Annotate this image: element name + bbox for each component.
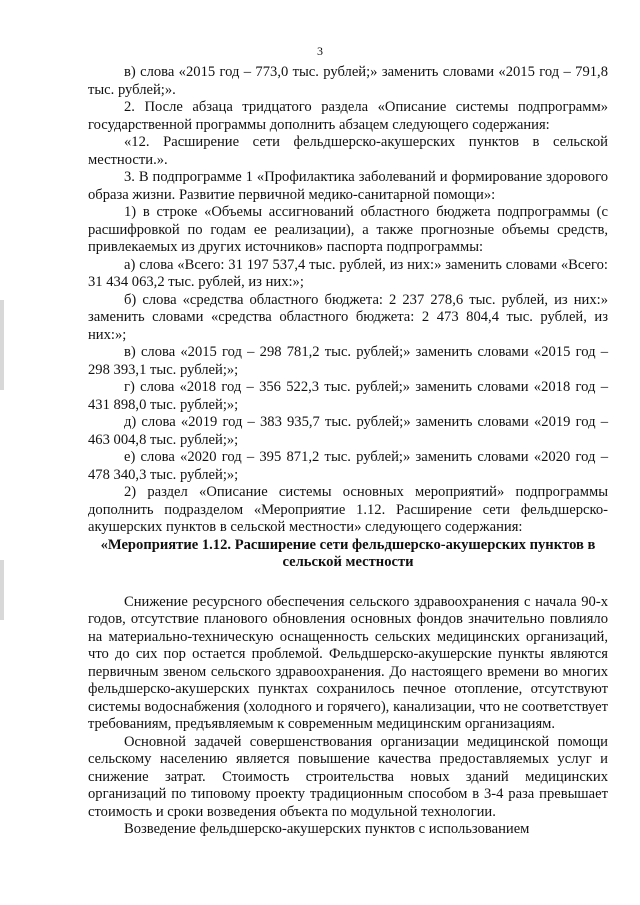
- paragraph: «12. Расширение сети фельдшерско-акушерских пунктов в сельской местности.».: [88, 134, 608, 168]
- spacer: [88, 572, 608, 594]
- paragraph: 1) в строке «Объемы ассигнований областного бюджета подпрограммы (с расшифровкой по годам ее реализации), а также прогнозные объемы средств, привлекаемых из других источников» паспорта подпрограммы:: [88, 204, 608, 255]
- paragraph: Снижение ресурсного обеспечения сельского здравоохранения с начала 90-х годов, отсутствие планового обновления основных фондов значительно повлияло на материально-техническую оснащенность сельских медицинских организаций, что до сих пор остается проблемой. Фельдшерско-акушерские пункты являются первичным звеном сельского здравоохранения. До настоящего времени во многих фельдшерско-акушерских пунктах сохранилось печное отопление, отсутствуют системы водоснабжения (холодного и горячего), канализации, что не соответствует требованиям, предъявляемым к современным медицинским организациям.: [88, 593, 608, 732]
- paragraph: Основной задачей совершенствования организации медицинской помощи сельскому населению является повышение качества предоставляемых услуг и снижение затрат. Стоимость строительства новых зданий медицинских организаций по типовому проекту традиционным способом в 3-4 раза превышает стоимость и сроки возведения объекта по модульной технологии.: [88, 733, 608, 820]
- paragraph: 2. После абзаца тридцатого раздела «Описание системы подпрограмм» государственной программы дополнить абзацем следующего содержания:: [88, 99, 608, 133]
- paragraph: б) слова «средства областного бюджета: 2 237 278,6 тыс. рублей, из них:» заменить словами «средства областного бюджета: 2 473 804,4 тыс. рублей, из них:»;: [88, 291, 608, 343]
- scan-edge-mark: [0, 300, 4, 390]
- paragraph: а) слова «Всего: 31 197 537,4 тыс. рублей, из них:» заменить словами «Всего: 31 434 063,2 тыс. рублей, из них:»;: [88, 256, 608, 290]
- page-number: 3: [317, 44, 323, 58]
- paragraph: г) слова «2018 год – 356 522,3 тыс. рублей;» заменить словами «2018 год – 431 898,0 тыс. рублей;»;: [88, 379, 608, 413]
- section-heading: «Мероприятие 1.12. Расширение сети фельдшерско-акушерских пунктов в сельской местности: [100, 536, 596, 570]
- paragraph: в) слова «2015 год – 298 781,2 тыс. рублей;» заменить словами «2015 год – 298 393,1 тыс. рублей;»;: [88, 344, 608, 378]
- scan-edge-mark: [0, 560, 4, 620]
- paragraph: 2) раздел «Описание системы основных мероприятий» подпрограммы дополнить подразделом «Мероприятие 1.12. Расширение сети фельдшерско-акушерских пунктов в сельской местности» следующего содержания:: [88, 484, 608, 535]
- paragraph: д) слова «2019 год – 383 935,7 тыс. рублей;» заменить словами «2019 год – 463 004,8 тыс. рублей;»;: [88, 414, 608, 448]
- paragraph: е) слова «2020 год – 395 871,2 тыс. рублей;» заменить словами «2020 год – 478 340,3 тыс. рублей;»;: [88, 449, 608, 483]
- paragraph: в) слова «2015 год – 773,0 тыс. рублей;» заменить словами «2015 год – 791,8 тыс. рублей;».: [88, 64, 608, 98]
- paragraph: 3. В подпрограмме 1 «Профилактика заболеваний и формирование здорового образа жизни. Развитие первичной медико-санитарной помощи»:: [88, 169, 608, 203]
- paragraph: Возведение фельдшерско-акушерских пунктов с использованием: [124, 821, 530, 837]
- document-body: [88, 64, 608, 839]
